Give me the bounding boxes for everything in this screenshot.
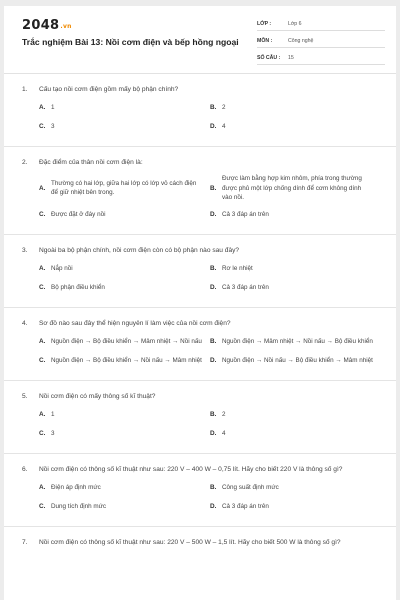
logo-text: 2048: [22, 18, 60, 33]
question-number: 7.: [22, 538, 28, 546]
answer-option[interactable]: [210, 120, 381, 134]
question-list: [4, 74, 396, 555]
option-letter: A.: [39, 264, 46, 272]
option-text: 2: [222, 410, 226, 418]
answer-options: [39, 408, 382, 446]
question-item: [4, 147, 396, 235]
question-number: 2.: [22, 159, 28, 166]
question-item: [4, 454, 396, 527]
meta-row-class: [257, 18, 385, 31]
option-letter: B.: [210, 337, 217, 345]
option-text: Cả 3 đáp án trên: [222, 283, 269, 291]
question-item: [4, 381, 396, 454]
quiz-sheet: [4, 6, 396, 600]
meta-label: SỐ CÂU :: [257, 55, 281, 61]
answer-option[interactable]: [210, 481, 381, 495]
answer-option[interactable]: [39, 208, 210, 222]
question-item: [4, 308, 396, 381]
option-letter: D.: [210, 210, 217, 218]
option-letter: D.: [210, 502, 217, 510]
option-letter: A.: [39, 483, 46, 491]
option-text: 1: [51, 104, 55, 112]
answer-option[interactable]: [210, 427, 381, 441]
question-text: Cấu tạo nồi cơm điện gồm mấy bộ phận chính?: [39, 86, 179, 93]
option-letter: C.: [39, 283, 46, 291]
option-text: Công suất định mức: [222, 483, 279, 491]
logo-suffix: .vn: [60, 23, 72, 30]
answer-options: [39, 174, 382, 227]
question-line: [22, 319, 382, 329]
question-text: Đặc điểm của thân nồi cơm điện là:: [39, 159, 143, 166]
meta-value: Lớp 6: [288, 21, 302, 27]
question-line: [22, 465, 382, 475]
question-line: [22, 85, 382, 95]
option-text: Nguồn điện → Mâm nhiệt → Nồi nấu → Bộ điều khiển: [222, 337, 373, 345]
answer-option[interactable]: [210, 408, 381, 422]
option-letter: B.: [210, 483, 217, 491]
answer-option[interactable]: [210, 208, 381, 222]
option-text: 3: [51, 123, 55, 131]
header: [4, 6, 396, 68]
option-letter: B.: [210, 410, 217, 418]
option-letter: D.: [210, 123, 217, 131]
option-text: Nguồn điện → Bộ điều khiển → Mâm nhiệt → Nồi nấu: [51, 337, 202, 345]
answer-option[interactable]: [39, 427, 210, 441]
option-letter: D.: [210, 283, 217, 291]
question-text: Nồi cơm điện có mấy thông số kĩ thuật?: [39, 392, 156, 400]
answer-option[interactable]: [210, 500, 381, 514]
question-number: 1.: [22, 86, 28, 93]
answer-option[interactable]: [39, 500, 210, 514]
option-letter: A.: [39, 337, 46, 345]
question-number: 4.: [22, 319, 28, 327]
question-item: [4, 235, 396, 308]
option-letter: C.: [39, 356, 46, 364]
option-letter: A.: [39, 104, 46, 112]
answer-option[interactable]: [210, 101, 381, 115]
answer-options: [39, 262, 382, 300]
answer-option[interactable]: [39, 174, 210, 203]
question-item: [4, 527, 396, 555]
meta-row-count: [257, 52, 385, 65]
answer-option[interactable]: [39, 281, 210, 295]
option-letter: C.: [39, 429, 46, 437]
answer-option[interactable]: [39, 335, 210, 349]
option-text: Nguồn điện → Bộ điều khiển → Nồi nấu → Mâm nhiệt: [51, 356, 202, 364]
option-letter: B.: [210, 104, 217, 112]
question-line: [22, 538, 382, 548]
answer-option[interactable]: [39, 408, 210, 422]
answer-option[interactable]: [39, 262, 210, 276]
meta-label: MÔN :: [257, 38, 273, 44]
answer-options: [39, 481, 382, 519]
option-text: Cả 3 đáp án trên: [222, 502, 269, 510]
option-text: Điện áp định mức: [51, 483, 101, 491]
option-letter: B.: [210, 184, 217, 192]
option-text: 2: [222, 104, 226, 112]
question-text: Sơ đồ nào sau đây thể hiện nguyên lí làm việc của nồi cơm điện?: [39, 319, 231, 327]
option-text: 1: [51, 410, 55, 418]
question-line: [22, 392, 382, 402]
answer-options: [39, 335, 382, 373]
question-text: Ngoài ba bộ phận chính, nồi cơm điện còn có bộ phận nào sau đây?: [39, 246, 240, 254]
option-text: Rơ le nhiệt: [222, 264, 253, 272]
question-number: 5.: [22, 392, 28, 400]
answer-option[interactable]: [39, 481, 210, 495]
question-number: 6.: [22, 465, 28, 473]
question-text: Nồi cơm điện có thông số kĩ thuật như sau: 220 V – 500 W – 1,5 lít. Hãy cho biết 500 W là thông số gì?: [39, 538, 341, 546]
option-text: Dung tích định mức: [51, 502, 106, 510]
option-text: Nắp nồi: [51, 264, 73, 272]
option-text: 3: [51, 429, 55, 437]
answer-option[interactable]: [210, 174, 381, 203]
meta-value: 15: [288, 55, 294, 61]
option-letter: C.: [39, 123, 46, 131]
option-text: 4: [222, 123, 226, 131]
page-title: Trắc nghiệm Bài 13: Nồi cơm điện và bếp hồng ngoại: [22, 37, 239, 47]
meta-row-subject: [257, 35, 385, 48]
answer-option[interactable]: [210, 354, 381, 368]
option-letter: C.: [39, 502, 46, 510]
meta-info: [257, 18, 385, 69]
option-text: 4: [222, 429, 226, 437]
option-text: Được làm bằng hợp kim nhôm, phía trong thường được phủ một lớp chống dính để cơm không dính vào nồi.: [222, 175, 362, 201]
answer-option[interactable]: [210, 262, 381, 276]
answer-option[interactable]: [39, 101, 210, 115]
answer-option[interactable]: [210, 281, 381, 295]
option-text: Bộ phận điều khiển: [51, 283, 105, 291]
meta-value: Công nghệ: [288, 38, 314, 44]
option-text: Thường có hai lớp, giữa hai lớp có lớp vỏ cách điện để giữ nhiệt bên trong.: [51, 179, 197, 197]
option-text: Nguồn điện → Nồi nấu → Bộ điều khiển → Mâm nhiệt: [222, 356, 373, 364]
option-letter: B.: [210, 264, 217, 272]
question-text: Nồi cơm điện có thông số kĩ thuật như sau: 220 V – 400 W – 0,75 lít. Hãy cho biết 220 V là thông số gì?: [39, 465, 343, 473]
site-logo[interactable]: [22, 18, 72, 33]
meta-label: LỚP :: [257, 21, 272, 27]
question-item: [4, 74, 396, 147]
answer-option[interactable]: [39, 354, 210, 368]
answer-option[interactable]: [210, 335, 381, 349]
question-number: 3.: [22, 246, 28, 254]
option-text: Được đặt ở đáy nồi: [51, 210, 106, 218]
question-line: [22, 158, 382, 168]
option-letter: C.: [39, 210, 46, 218]
answer-options: [39, 101, 382, 139]
option-letter: D.: [210, 429, 217, 437]
answer-option[interactable]: [39, 120, 210, 134]
option-text: Cả 3 đáp án trên: [222, 210, 269, 218]
option-letter: D.: [210, 356, 217, 364]
option-letter: A.: [39, 410, 46, 418]
question-line: [22, 246, 382, 256]
option-letter: A.: [39, 184, 46, 192]
